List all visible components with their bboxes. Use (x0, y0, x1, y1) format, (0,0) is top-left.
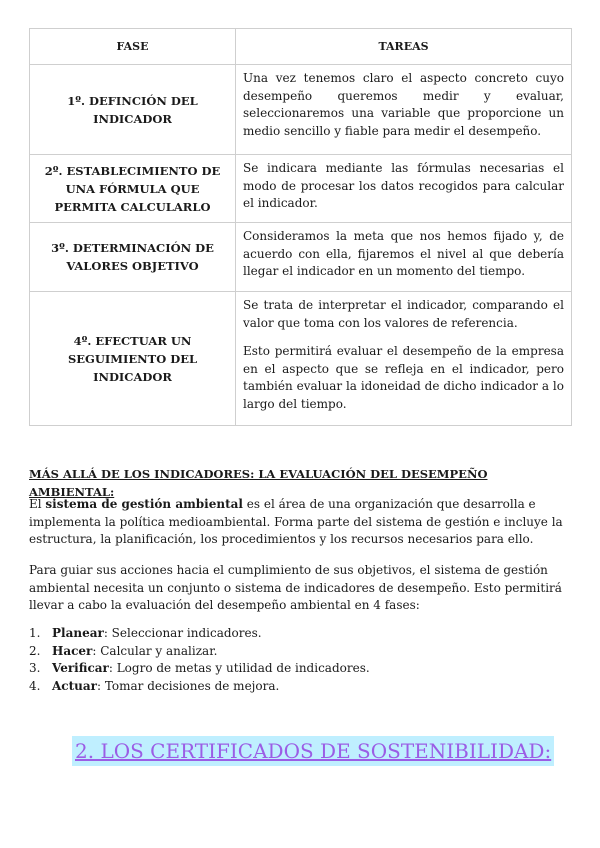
list-item (29, 643, 370, 661)
list-term: Actuar (52, 678, 97, 693)
paragraph-indicadores: Para guiar sus acciones hacia el cumplimiento de sus objetivos, el sistema de gestión ambiental necesita un conjunto o sistema de indicadores de desempeño. Esto permitirá llevar a cabo la evaluación del desempeño ambiental en 4 fases: (29, 563, 562, 612)
list-term: Verificar (52, 661, 109, 675)
list-desc: : Seleccionar indicadores. (103, 626, 262, 640)
para-lead: El (29, 497, 46, 511)
list-item (29, 660, 370, 678)
table-row (30, 65, 572, 155)
certificates-title: 2. LOS CERTIFICADOS DE SOSTENIBILIDAD: (72, 736, 554, 766)
tareas-cell (236, 292, 572, 426)
tareas-cell (236, 65, 572, 155)
list-desc: : Calcular y analizar. (92, 643, 218, 658)
list-item (29, 678, 370, 696)
phases-table (29, 28, 572, 426)
list-number: 2. (29, 643, 41, 658)
tareas-text: Consideramos la meta que nos hemos fijado y, de acuerdo con ella, fijaremos el nivel al que debería llegar el indicador en un momento del tiempo. (243, 229, 564, 278)
fase-cell: 3º. DETERMINACIÓN DE VALORES OBJETIVO (30, 223, 236, 292)
list-term: Planear (52, 626, 104, 640)
list-term: Hacer (52, 643, 93, 658)
list-number: 1. (29, 626, 41, 640)
list-number: 4. (29, 678, 41, 693)
tareas-text: Se trata de interpretar el indicador, comparando el valor que toma con los valores de referencia. (243, 298, 564, 330)
fase-cell: 1º. DEFINCIÓN DEL INDICADOR (30, 65, 236, 155)
tareas-cell (236, 223, 572, 292)
fase-cell: 4º. EFECTUAR UN SEGUIMIENTO DEL INDICADOR (30, 292, 236, 426)
list-desc: : Tomar decisiones de mejora. (96, 678, 280, 693)
tareas-cell (236, 155, 572, 223)
para-bold-term: sistema de gestión ambiental (45, 497, 243, 511)
phases-list (29, 625, 370, 695)
table-row (30, 223, 572, 292)
list-number: 3. (29, 661, 41, 675)
tareas-text: Se indicara mediante las fórmulas necesarias el modo de procesar los datos recogidos para calcular el indicador. (243, 161, 564, 210)
header-fase: FASE (30, 29, 236, 65)
paragraph-sga (29, 496, 571, 549)
fase-cell: 2º. ESTABLECIMIENTO DE UNA FÓRMULA QUE PERMITA CALCULARLO (30, 155, 236, 223)
table-row (30, 155, 572, 223)
table-header-row (30, 29, 572, 65)
tareas-text: Una vez tenemos claro el aspecto concreto cuyo desempeño queremos medir y evaluar, seleccionaremos una variable que proporcione un medio sencillo y fiable para medir el desempeño. (243, 71, 564, 138)
list-desc: : Logro de metas y utilidad de indicadores. (108, 661, 370, 675)
para-rest: es el área de una organización que desarrolla e implementa la política medioambiental. Forma parte del sistema de gestión e incluye la estructura, la planificación, los procedimientos y los recursos necesarios para ello. (29, 497, 563, 546)
header-tareas: TAREAS (236, 29, 572, 65)
section-heading: MÁS ALLÁ DE LOS INDICADORES: LA EVALUACIÓN DEL DESEMPEÑO AMBIENTAL: (29, 467, 488, 499)
tareas-text: Esto permitirá evaluar el desempeño de la empresa en el aspecto que se refleja en el indicador, pero también evaluar la idoneidad de dicho indicador a lo largo del tiempo. (243, 344, 564, 411)
table-row (30, 292, 572, 426)
list-item (29, 625, 370, 643)
